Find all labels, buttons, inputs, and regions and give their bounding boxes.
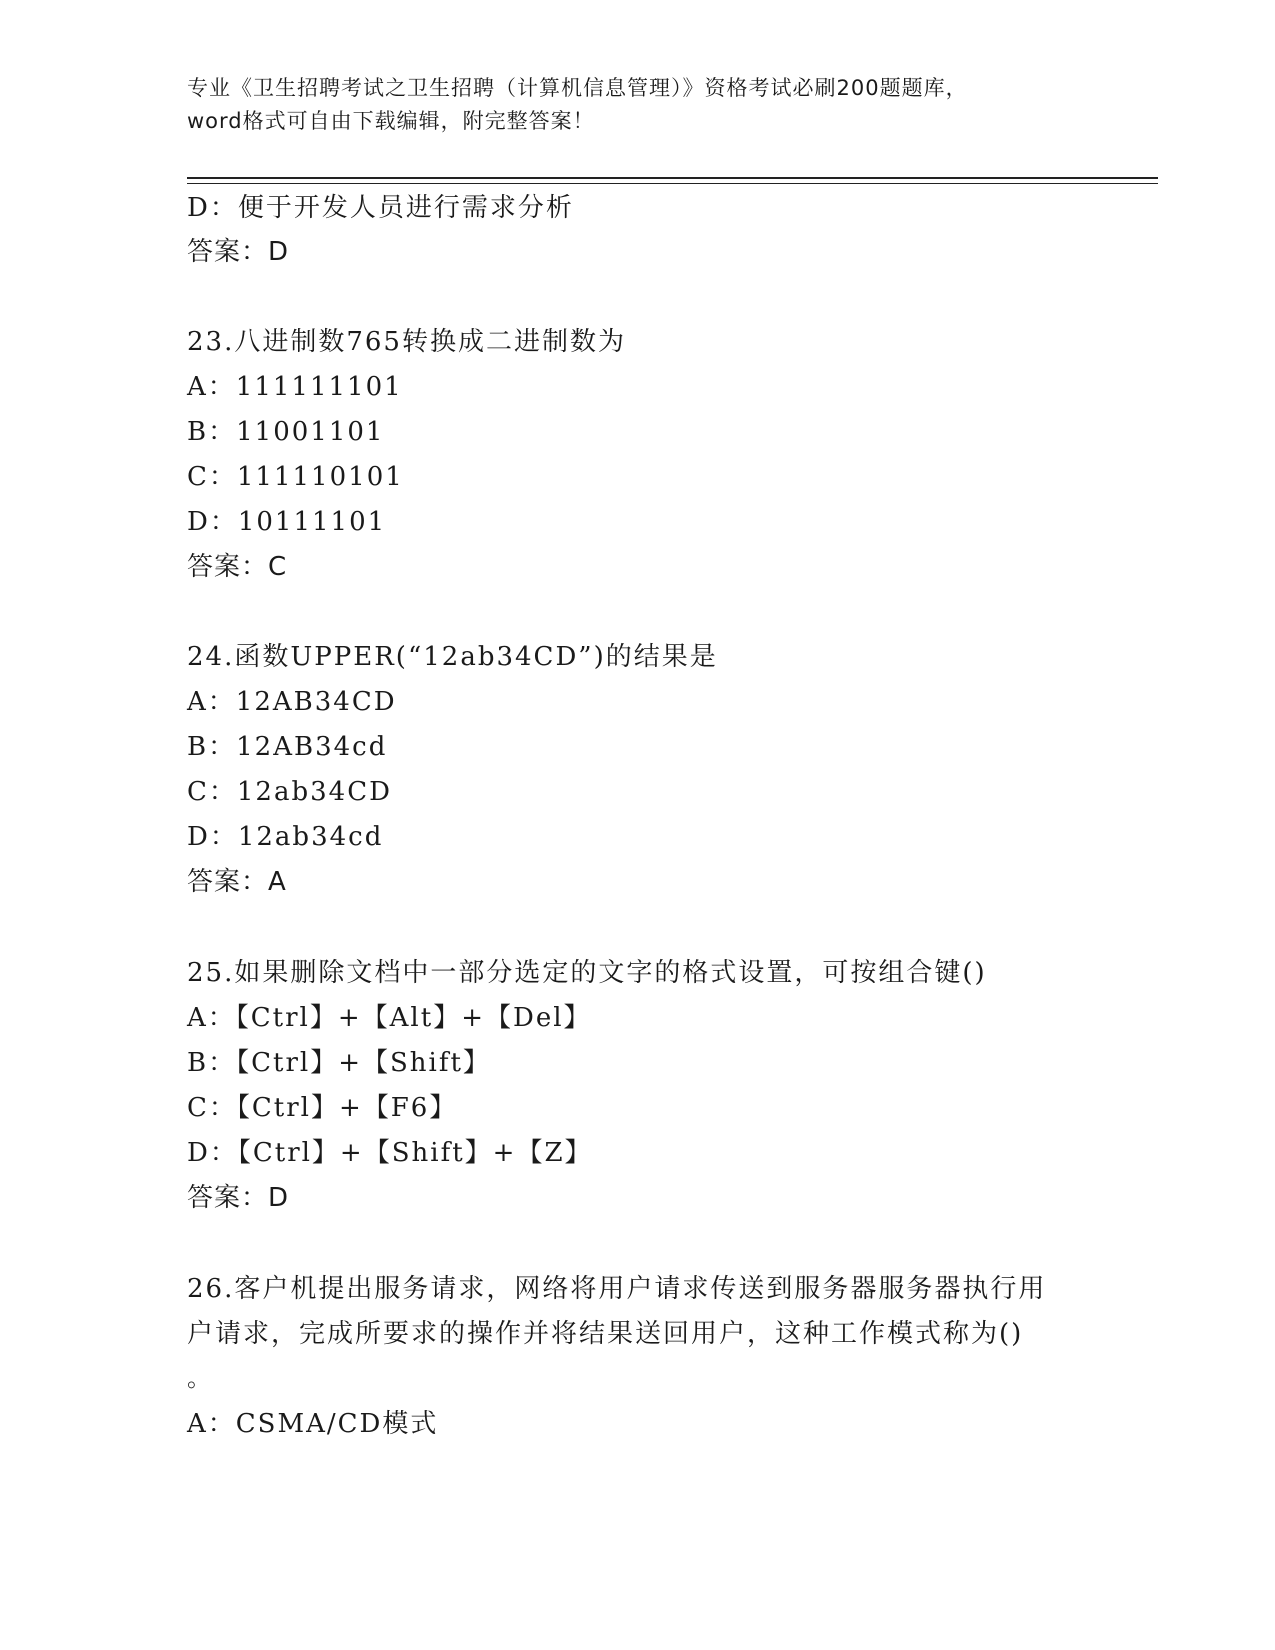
question-line: 户请求，完成所要求的操作并将结果送回用户，这种工作模式称为() <box>187 1319 1024 1349</box>
option-line: D：【Ctrl】+【Shift】+【Z】 <box>187 1138 593 1168</box>
header-line-2: word格式可自由下载编辑，附完整答案！ <box>187 109 595 133</box>
header-rule-thin <box>187 183 1158 184</box>
option-line: D：10111101 <box>187 507 387 537</box>
option-line: C：111110101 <box>187 462 404 492</box>
option-line: A：【Ctrl】+【Alt】+【Del】 <box>187 1003 592 1033</box>
question-line: 24.函数UPPER(“12ab34CD”)的结果是 <box>187 642 718 672</box>
answer-line: 答案：A <box>187 867 287 897</box>
option-line: B：12AB34cd <box>187 732 388 762</box>
answer-line: 答案：C <box>187 552 288 582</box>
question-line: 26.客户机提出服务请求，网络将用户请求传送到服务器服务器执行用 <box>187 1274 1047 1304</box>
option-line: B：11001101 <box>187 417 385 447</box>
answer-line: 答案：D <box>187 237 290 267</box>
question-line: 。 <box>187 1364 213 1392</box>
document-header <box>187 72 1087 138</box>
question-line: 23.八进制数765转换成二进制数为 <box>187 327 626 357</box>
option-line: A：111111101 <box>187 372 403 402</box>
option-line: C：12ab34CD <box>187 777 392 807</box>
header-line-1: 专业《卫生招聘考试之卫生招聘（计算机信息管理）》资格考试必刷200题题库， <box>187 76 968 100</box>
question-line: 25.如果删除文档中一部分选定的文字的格式设置，可按组合键() <box>187 958 987 988</box>
option-line: D：便于开发人员进行需求分析 <box>187 193 574 223</box>
option-line: A：CSMA/CD模式 <box>187 1409 439 1439</box>
option-line: A：12AB34CD <box>187 687 397 717</box>
header-rule-thick <box>187 177 1158 179</box>
option-line: C：【Ctrl】+【F6】 <box>187 1093 458 1123</box>
answer-line: 答案：D <box>187 1183 290 1213</box>
option-line: B：【Ctrl】+【Shift】 <box>187 1048 491 1078</box>
option-line: D：12ab34cd <box>187 822 384 852</box>
